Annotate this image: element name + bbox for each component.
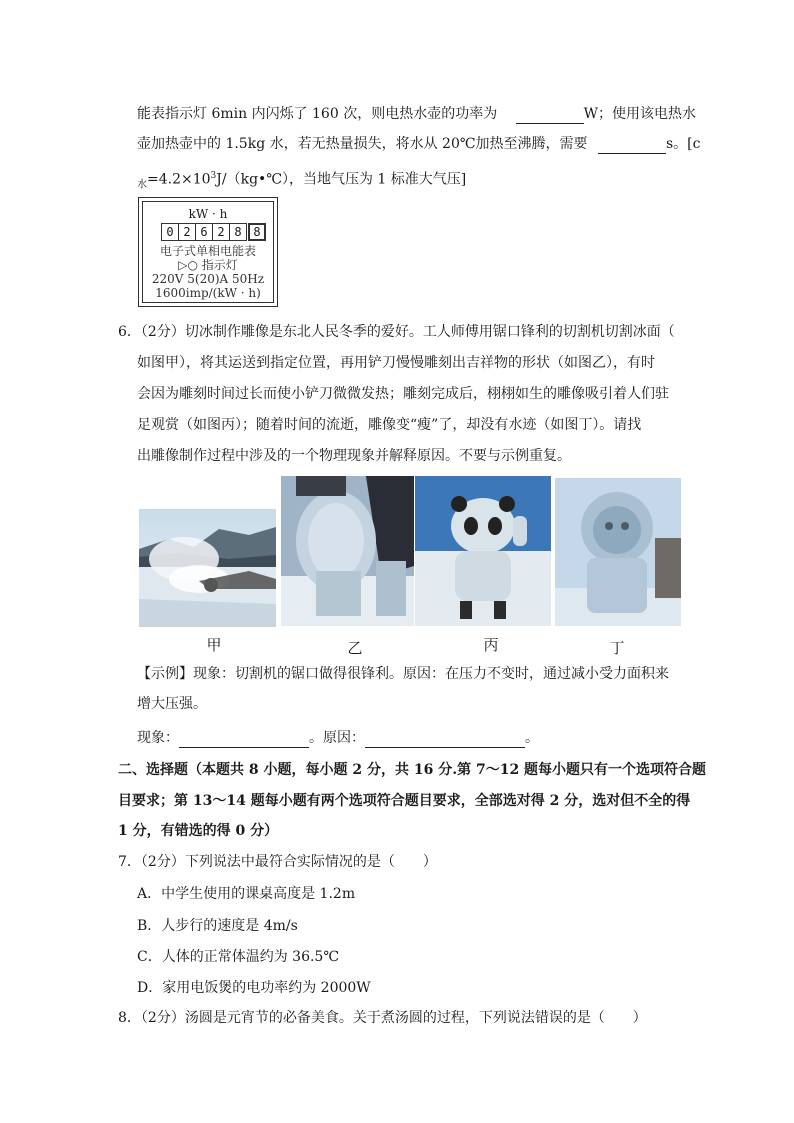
- q5-blank-power[interactable]: [516, 107, 584, 124]
- q6-example-2: 增大压强。: [137, 696, 207, 712]
- electric-meter-figure: [138, 197, 278, 307]
- ice-cutting-image: [139, 509, 276, 627]
- q5-line-2: 壶加热壶中的 1.5kg 水，若无热量损失，将水从 20℃加热至沸腾，需要 s。[c: [137, 136, 701, 152]
- panda-statue-image: [415, 476, 551, 626]
- q5-line-3: $_水=4.2\times 10^3J/(kg•℃)$，当地气压为 1 标准大气压]: [137, 171, 467, 191]
- q5-line-1: 能表指示灯 6min 内闪烁了 160 次，则电热水壶的功率为 W；使用该电热水: [137, 106, 697, 122]
- meter-digit: 2: [178, 223, 196, 241]
- meter-unit: kW · h: [188, 207, 228, 221]
- photo-ice-cutting: [139, 509, 276, 627]
- meter-title: 电子式单相电能表: [159, 244, 256, 258]
- q6-line-3: 会因为雕刻时间过长而使小铲刀微微发热；雕刻完成后，栩栩如生的雕像吸引着人们驻: [137, 386, 669, 402]
- q5-blank-time[interactable]: [598, 137, 666, 154]
- ice-carving-image: [281, 476, 414, 626]
- section2-line-1: 二、选择题（本题共 8 小题，每小题 2 分，共 16 分.第 7～12 题每小题只有一个选项符合题: [118, 762, 707, 778]
- meter-indicator-row: ▷○ 指示灯: [178, 258, 238, 272]
- q7-stem: 7．（2分）下列说法中最符合实际情况的是（ ）: [118, 854, 437, 870]
- section2-line-2: 目要求；第 13～14 题每小题有两个选项符合题目要求，全部选对得 2 分，选对但不全的得: [118, 793, 691, 809]
- caption-jia: 甲: [206, 636, 222, 654]
- section2-line-3: 1 分，有错选的得 0 分）: [118, 823, 279, 839]
- q6-answer-line: 现象： 。原因： 。: [137, 730, 539, 746]
- caption-yi: 乙: [347, 639, 363, 657]
- photo-panda-statue: [415, 476, 551, 626]
- q6-blank-phenomenon[interactable]: [179, 731, 309, 748]
- caption-ding: 丁: [609, 639, 625, 657]
- meter-digits: [161, 223, 265, 241]
- q7-option-d[interactable]: D．家用电饭煲的电功率约为 2000W: [137, 980, 371, 996]
- meter-spec: 220V 5(20)A 50Hz: [151, 272, 265, 286]
- q7-option-b[interactable]: B．人步行的速度是 4m/s: [137, 918, 298, 934]
- meter-digit-decimal: 8: [248, 223, 266, 241]
- q7-option-a[interactable]: A．中学生使用的课桌高度是 1.2m: [137, 886, 356, 902]
- meter-frame: [142, 201, 274, 303]
- q6-line-2: 如图甲），将其运送到指定位置，再用铲刀慢慢雕刻出吉祥物的形状（如图乙），有时: [137, 355, 655, 371]
- caption-bing: 丙: [483, 636, 499, 654]
- q6-example-1: 【示例】现象：切割机的锯口做得很锋利。原因：在压力不变时，通过减小受力面积来: [137, 666, 669, 682]
- q6-line-5: 出雕像制作过程中涉及的一个物理现象并解释原因。不要与示例重复。: [137, 448, 571, 464]
- meter-digit: 0: [161, 223, 179, 241]
- melted-statue-image: [555, 478, 681, 626]
- photo-melted-statue: [555, 478, 681, 626]
- meter-digit: 2: [212, 223, 230, 241]
- q6-line-4: 足观赏（如图丙）；随着时间的流逝，雕像变“瘦”了，却没有水迹（如图丁）。请找: [137, 417, 642, 433]
- photo-ice-carving: [281, 476, 414, 626]
- meter-imp: 1600imp/(kW · h): [155, 286, 261, 300]
- meter-digit: 8: [229, 223, 247, 241]
- q6-line-1: 6．（2分）切冰制作雕像是东北人民冬季的爱好。工人师傅用锯口锋利的切割机切割冰面（: [118, 324, 675, 340]
- indicator-light-icon: ▷○: [178, 258, 202, 272]
- q7-option-c[interactable]: C．人体的正常体温约为 36.5℃: [137, 949, 339, 965]
- meter-digit: 6: [195, 223, 213, 241]
- q8-stem: 8．（2分）汤圆是元宵节的必备美食。关于煮汤圆的过程，下列说法错误的是（ ）: [118, 1010, 647, 1026]
- q6-blank-reason[interactable]: [365, 731, 525, 748]
